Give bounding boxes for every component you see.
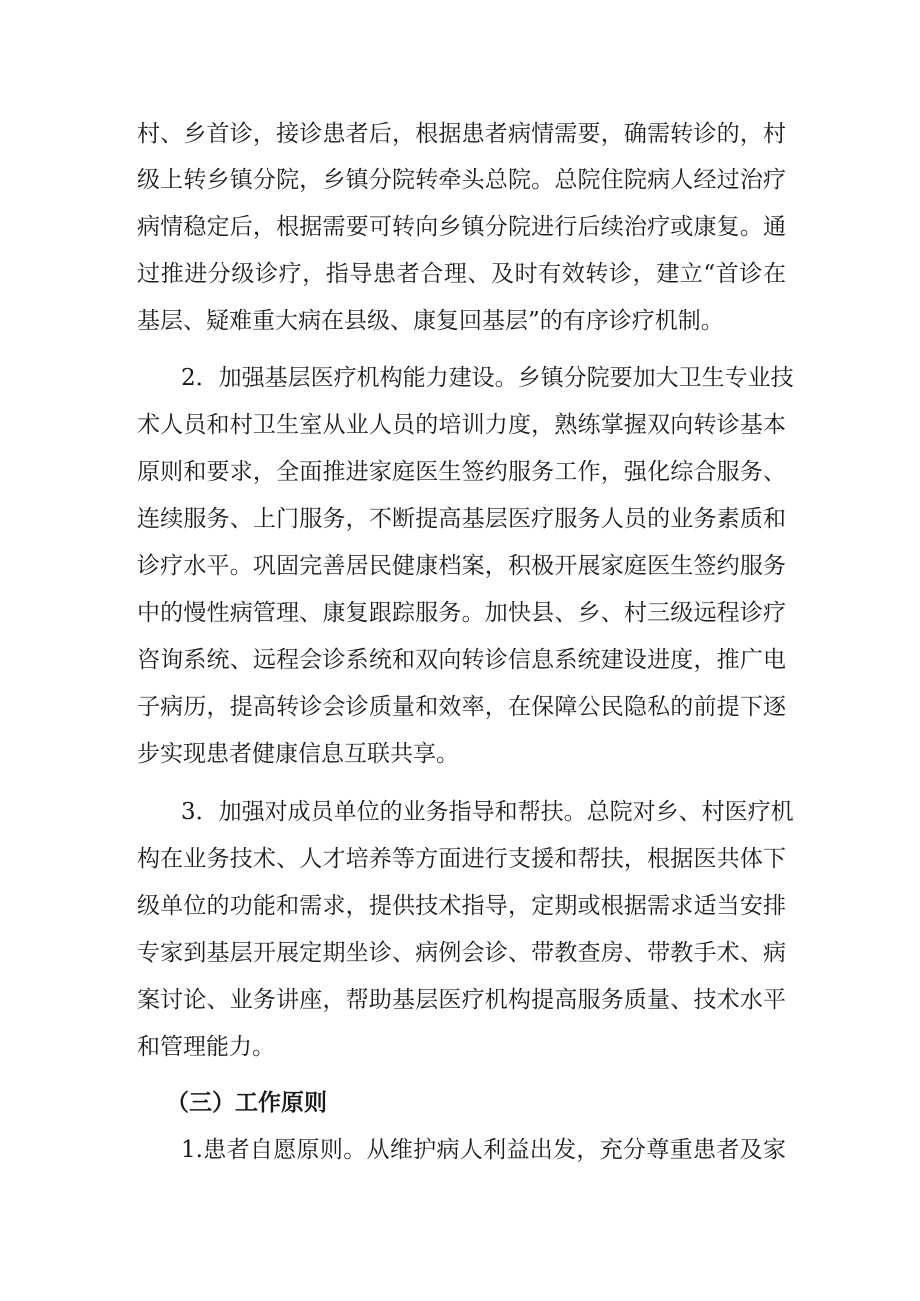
paragraph-3-line-2: 构在业务技术、人才培养等方面进行支援和帮扶，根据医共体下 <box>137 846 786 872</box>
paragraph-2-line-5: 诊疗水平。巩固完善居民健康档案，积极开展家庭医生签约服务 <box>137 553 786 579</box>
paragraph-2-line-4: 连续服务、上门服务，不断提高基层医疗服务人员的业务素质和 <box>137 506 786 532</box>
paragraph-2-line-6: 中的慢性病管理、康复跟踪服务。加快县、乡、村三级远程诊疗 <box>137 600 786 626</box>
paragraph-3-line-1: 3．加强对成员单位的业务指导和帮扶。总院对乡、村医疗机 <box>181 799 794 825</box>
paragraph-2-line-7: 咨询系统、远程会诊系统和双向转诊信息系统建设进度，推广电 <box>137 647 786 673</box>
paragraph-1-line-4: 过推进分级诊疗，指导患者合理、及时有效转诊，建立“首诊在 <box>137 261 786 287</box>
paragraph-1-line-3: 病情稳定后，根据需要可转向乡镇分院进行后续治疗或康复。通 <box>137 214 786 240</box>
paragraph-3-line-6: 和管理能力。 <box>137 1034 275 1060</box>
paragraph-2-line-9: 步实现患者健康信息互联共享。 <box>137 741 459 767</box>
paragraph-1-line-1: 村、乡首诊，接诊患者后，根据患者病情需要，确需转诊的，村 <box>137 121 786 147</box>
paragraph-2-line-3: 原则和要求，全面推进家庭医生签约服务工作，强化综合服务、 <box>137 459 786 485</box>
paragraph-2-line-8: 子病历，提高转诊会诊质量和效率，在保障公民隐私的前提下逐 <box>137 694 786 720</box>
paragraph-1-line-5: 基层、疑难重大病在县级、康复回基层”的有序诊疗机制。 <box>137 308 724 334</box>
paragraph-2-line-2: 术人员和村卫生室从业人员的培训力度，熟练掌握双向转诊基本 <box>137 412 786 438</box>
paragraph-4-line-1: 1.患者自愿原则。从维护病人利益出发，充分尊重患者及家 <box>181 1137 786 1163</box>
paragraph-1-line-2: 级上转乡镇分院，乡镇分院转牵头总院。总院住院病人经过治疗 <box>137 167 786 193</box>
paragraph-2-line-1: 2．加强基层医疗机构能力建设。乡镇分院要加大卫生专业技 <box>181 365 794 391</box>
paragraph-3-line-4: 专家到基层开展定期坐诊、病例会诊、带教查房、带教手术、病 <box>137 940 786 966</box>
paragraph-3-line-3: 级单位的功能和需求，提供技术指导，定期或根据需求适当安排 <box>137 893 786 919</box>
section-heading: （三）工作原则 <box>166 1089 327 1116</box>
paragraph-3-line-5: 案讨论、业务讲座，帮助基层医疗机构提高服务质量、技术水平 <box>137 987 786 1013</box>
